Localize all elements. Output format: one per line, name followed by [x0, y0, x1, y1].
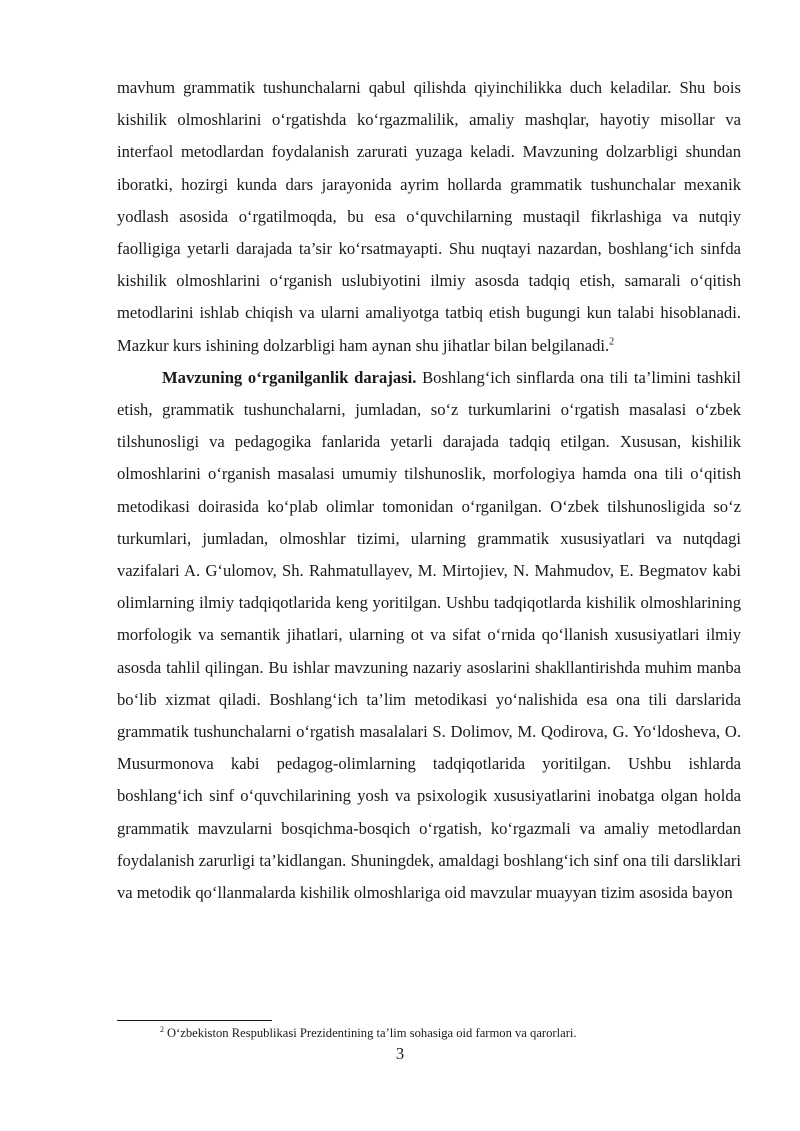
footnote [160, 1025, 760, 1041]
section-lead-heading: Mavzuning o‘rganilganlik darajasi. [162, 367, 417, 387]
page-number: 3 [395, 1044, 405, 1063]
paragraph-relevance [117, 72, 741, 362]
body-text [117, 72, 741, 909]
paragraph-literature-review [117, 362, 741, 909]
footnote-number: 2 [160, 1024, 164, 1034]
footnote-divider [117, 1020, 272, 1021]
paragraph-literature-review-text: Boshlang‘ich sinflarda ona tili ta’limini tashkil etish, grammatik tushunchalarni, jumladan, so‘z turkumlarini o‘rgatish masalasi o‘zbek tilshunosligi va pedagogika fanlarida yetarli darajada tadqiq etilgan. Xususan, kishilik olmoshlarini o‘rganish masalasi umumiy tilshunoslik, morfologiya hamda ona tili o‘qitish metodikasi doirasida ko‘plab olimlar tomonidan o‘rganilgan. O‘zbek tilshunosligida so‘z turkumlari, jumladan, olmoshlar tizimi, ularning grammatik xususiyatlari va nutqdagi vazifalari A. G‘ulomov, Sh. Rahmatullayev, M. Mirtojiev, N. Mahmudov, E. Begmatov kabi olimlarning ilmiy tadqiqotlarida keng yoritilgan. Ushbu tadqiqotlarda kishilik olmoshlarining morfologik va semantik jihatlari, ularning ot va sifat o‘rnida qo‘llanish xususiyatlari ilmiy asosda tahlil qilingan. Bu ishlar mavzuning nazariy asoslarini shakllantirishda muhim manba bo‘lib xizmat qiladi. Boshlang‘ich ta’lim metodikasi yo‘nalishida esa ona tili darslarida grammatik tushunchalarni o‘rgatish masalalari S. Dolimov, M. Qodirova, G. Yo‘ldosheva, O. Musurmonova kabi pedagog-olimlarning tadqiqotlarida yoritilgan. Ushbu ishlarda boshlang‘ich sinf o‘quvchilarining yosh va psixologik xususiyatlarini inobatga olgan holda grammatik mavzularni bosqichma-bosqich o‘rgatish, ko‘rgazmali va amaliy metodlardan foydalanish zarurligi ta’kidlangan. Shuningdek, amaldagi boshlang‘ich sinf ona tili darsliklari va metodik qo‘llanmalarda kishilik olmoshlariga oid mavzular muayyan tizim asosida bayon [117, 367, 741, 903]
footnote-reference[interactable]: 2 [609, 336, 615, 348]
paragraph-relevance-text: mavhum grammatik tushunchalarni qabul qilishda qiyinchilikka duch keladilar. Shu bois kishilik olmoshlarini o‘rgatishda ko‘rgazmalilik, amaliy mashqlar, hayotiy misollar va interfaol metodlardan foydalanish zarurati yuzaga keladi. Mavzuning dolzarbligi shundan iboratki, hozirgi kunda dars jarayonida ayrim hollarda grammatik tushunchalar mexanik yodlash asosida o‘rgatilmoqda, bu esa o‘quvchilarning mustaqil fikrlashiga va nutqiy faolligiga yetarli darajada ta’sir ko‘rsatmayapti. Shu nuqtayi nazardan, boshlang‘ich sinfda kishilik olmoshlarini o‘rganish uslubiyotini ilmiy asosda tadqiq etish, samarali o‘qitish metodlarini ishlab chiqish va ularni amaliyotga tatbiq etish bugungi kun talabi hisoblanadi. Mazkur kurs ishining dolzarbligi ham aynan shu jihatlar bilan belgilanadi. [117, 78, 741, 355]
footnote-text: O‘zbekiston Respublikasi Prezidentining ta’lim sohasiga oid farmon va qarorlari. [167, 1026, 577, 1040]
